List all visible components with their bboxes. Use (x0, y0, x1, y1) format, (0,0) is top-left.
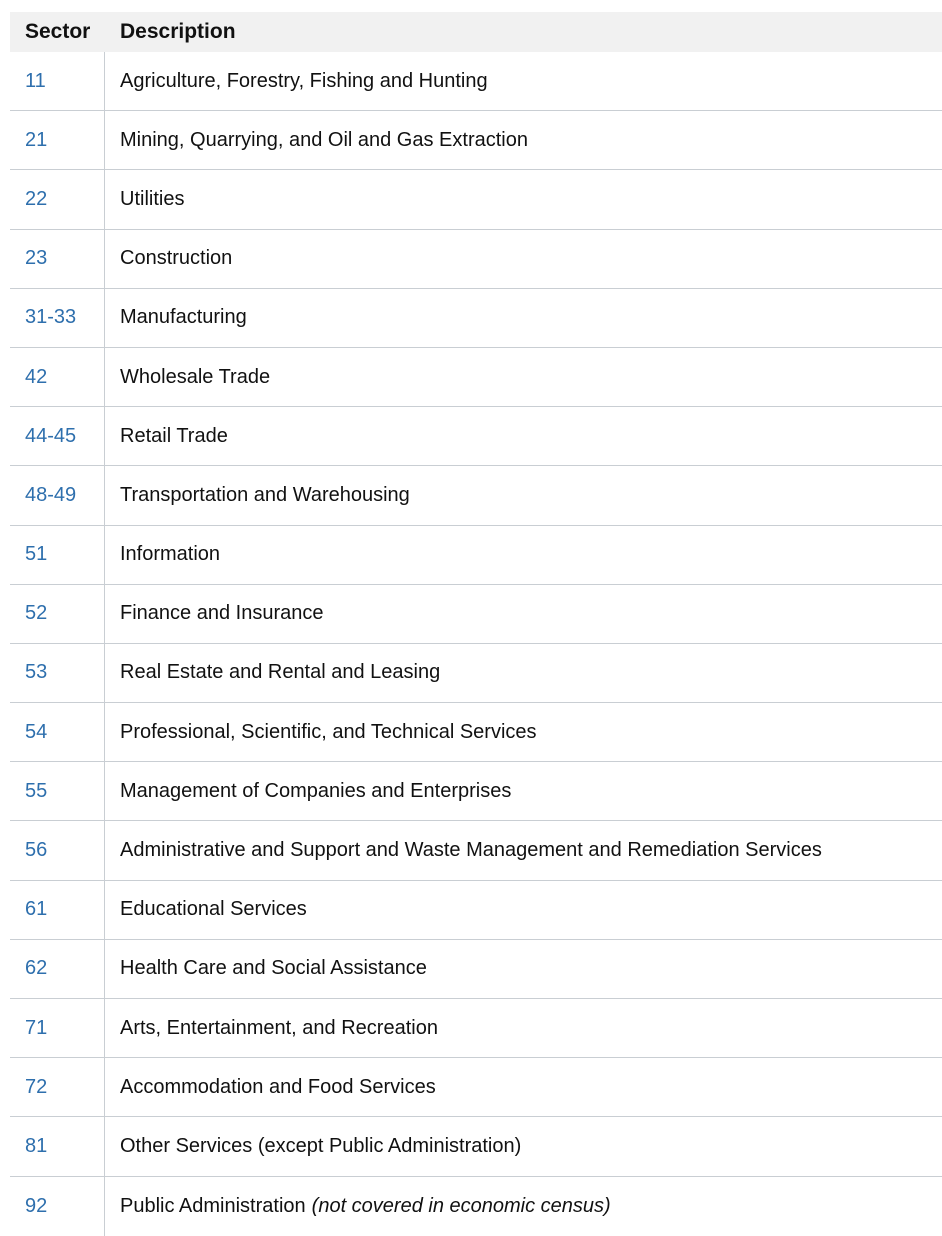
sector-description (105, 703, 942, 761)
sector-description-text: Wholesale Trade (120, 365, 271, 388)
sector-description-text: Finance and Insurance (120, 602, 324, 625)
sector-code-link[interactable]: 44-45 (10, 407, 105, 465)
sector-description-text: Manufacturing (120, 306, 247, 329)
sector-code-link[interactable]: 81 (10, 1117, 105, 1175)
sector-description-text: Agriculture, Forestry, Fishing and Hunting (120, 69, 488, 92)
table-row (10, 289, 942, 348)
table-row (10, 881, 942, 940)
table-row (10, 348, 942, 407)
sector-description (105, 999, 942, 1057)
sector-description (105, 52, 942, 110)
sector-description-text: Educational Services (120, 898, 307, 921)
table-row (10, 230, 942, 289)
sector-description-text: Transportation and Warehousing (120, 483, 410, 506)
sector-code-link[interactable]: 52 (10, 585, 105, 643)
sector-code-link[interactable]: 48-49 (10, 466, 105, 524)
sector-description-text: Real Estate and Rental and Leasing (120, 661, 441, 684)
naics-sector-table (10, 12, 942, 1236)
sector-description-text: Utilities (120, 187, 185, 210)
sector-description-text: Construction (120, 247, 233, 270)
table-row (10, 940, 942, 999)
sector-description (105, 230, 942, 288)
sector-code-link[interactable]: 31-33 (10, 289, 105, 347)
table-row (10, 466, 942, 525)
sector-code-link[interactable]: 56 (10, 821, 105, 879)
table-row (10, 52, 942, 111)
sector-description (105, 170, 942, 228)
sector-code-link[interactable]: 42 (10, 348, 105, 406)
sector-description (105, 1117, 942, 1175)
table-body (10, 52, 942, 1236)
column-header-description: Description (120, 20, 236, 43)
sector-description (105, 1058, 942, 1116)
sector-code-link[interactable]: 53 (10, 644, 105, 702)
table-header-row (10, 12, 942, 52)
sector-description (105, 111, 942, 169)
sector-description-text: Arts, Entertainment, and Recreation (120, 1016, 438, 1039)
sector-description-text: Mining, Quarrying, and Oil and Gas Extraction (120, 128, 528, 151)
table-row (10, 1117, 942, 1176)
table-row (10, 762, 942, 821)
sector-description (105, 762, 942, 820)
sector-description-text: Administrative and Support and Waste Management and Remediation Services (120, 839, 822, 862)
sector-description-text: Retail Trade (120, 424, 228, 447)
sector-description (105, 881, 942, 939)
sector-description-text: Public Administration (120, 1194, 306, 1217)
sector-description-text: Management of Companies and Enterprises (120, 779, 512, 802)
table-row (10, 999, 942, 1058)
sector-code-link[interactable]: 23 (10, 230, 105, 288)
table-row (10, 1177, 942, 1236)
sector-description (105, 1177, 942, 1236)
sector-description (105, 407, 942, 465)
sector-description (105, 348, 942, 406)
sector-code-link[interactable]: 92 (10, 1177, 105, 1236)
table-row (10, 526, 942, 585)
table-row (10, 821, 942, 880)
sector-description (105, 466, 942, 524)
table-row (10, 1058, 942, 1117)
sector-description-text: Other Services (except Public Administration) (120, 1134, 522, 1157)
table-row (10, 170, 942, 229)
sector-code-link[interactable]: 11 (10, 52, 105, 110)
sector-description (105, 526, 942, 584)
sector-code-link[interactable]: 54 (10, 703, 105, 761)
sector-description (105, 644, 942, 702)
sector-description-text: Professional, Scientific, and Technical Services (120, 720, 537, 743)
sector-description-text: Health Care and Social Assistance (120, 957, 427, 980)
sector-code-link[interactable]: 22 (10, 170, 105, 228)
table-row (10, 703, 942, 762)
sector-description-note: (not covered in economic census) (311, 1194, 611, 1217)
sector-code-link[interactable]: 72 (10, 1058, 105, 1116)
sector-code-link[interactable]: 62 (10, 940, 105, 998)
sector-description-text: Information (120, 543, 221, 566)
table-row (10, 585, 942, 644)
sector-description (105, 289, 942, 347)
table-row (10, 644, 942, 703)
sector-description-text: Accommodation and Food Services (120, 1075, 436, 1098)
table-row (10, 111, 942, 170)
sector-code-link[interactable]: 51 (10, 526, 105, 584)
sector-code-link[interactable]: 21 (10, 111, 105, 169)
sector-code-link[interactable]: 61 (10, 881, 105, 939)
table-row (10, 407, 942, 466)
sector-description (105, 940, 942, 998)
column-header-sector: Sector (25, 20, 91, 43)
sector-description (105, 821, 942, 879)
sector-code-link[interactable]: 71 (10, 999, 105, 1057)
sector-code-link[interactable]: 55 (10, 762, 105, 820)
sector-description (105, 585, 942, 643)
